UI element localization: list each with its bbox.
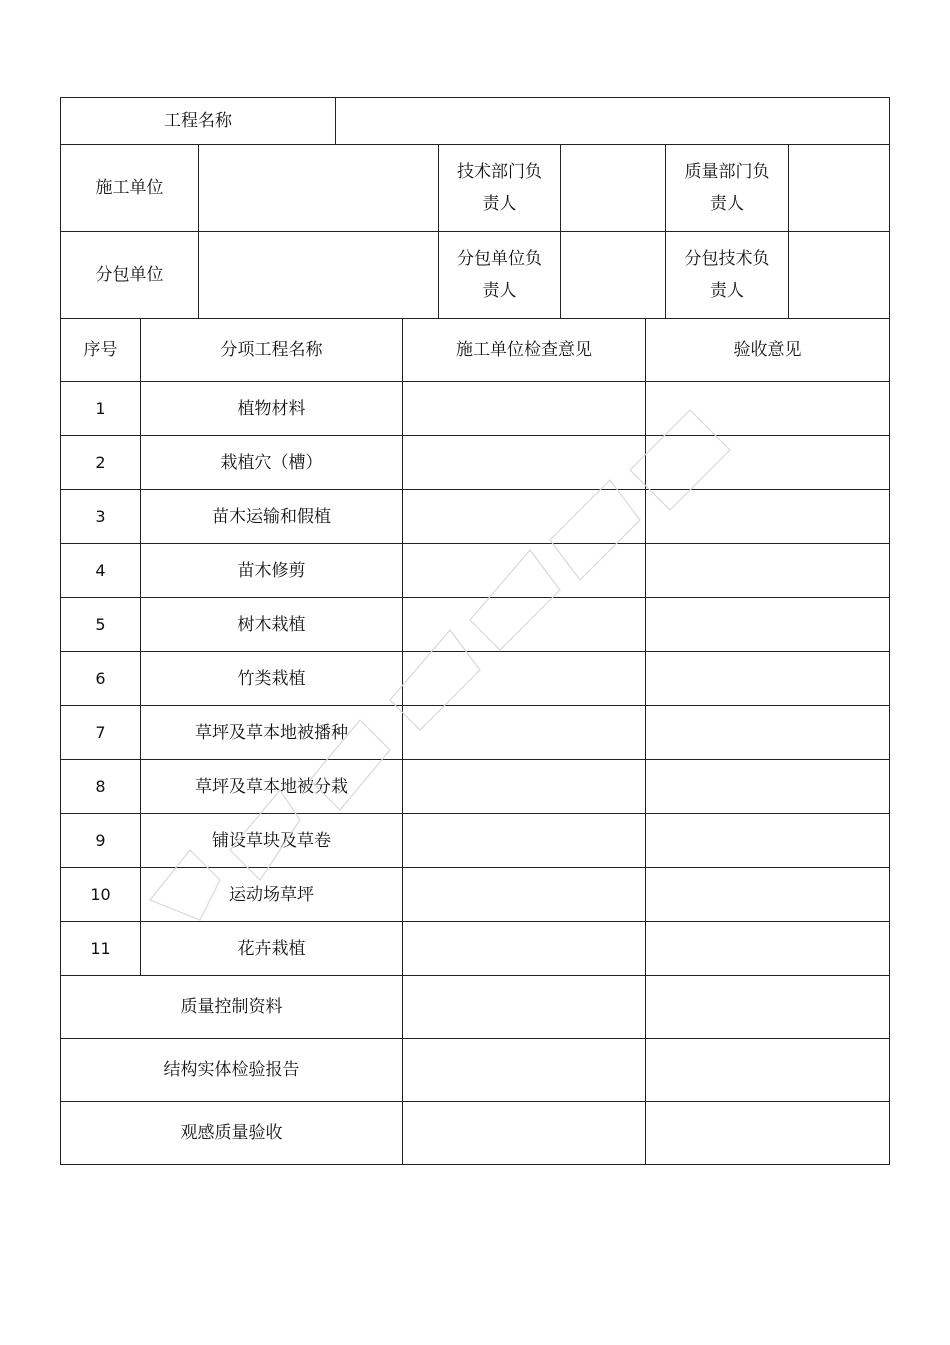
subcontract-unit-row <box>61 232 890 319</box>
footer-check-cell[interactable] <box>403 1102 646 1165</box>
row-name: 花卉栽植 <box>141 922 403 976</box>
table-row <box>61 868 890 922</box>
project-name-row <box>61 98 890 145</box>
row-no: 6 <box>61 652 141 706</box>
row-check-cell[interactable] <box>403 436 646 490</box>
row-check-cell[interactable] <box>403 814 646 868</box>
project-name-table <box>60 97 890 144</box>
quality-dept-head-value[interactable] <box>789 145 890 232</box>
row-no: 8 <box>61 760 141 814</box>
table-row <box>61 382 890 436</box>
row-acceptance-cell[interactable] <box>646 652 890 706</box>
quality-dept-head-text: 质量部门负责人 <box>684 162 770 214</box>
row-check-cell[interactable] <box>403 706 646 760</box>
row-check-cell[interactable] <box>403 922 646 976</box>
row-acceptance-cell[interactable] <box>646 922 890 976</box>
items-table <box>60 318 890 1165</box>
table-row <box>61 922 890 976</box>
col-header-check: 施工单位检查意见 <box>403 319 646 382</box>
row-name: 铺设草块及草卷 <box>141 814 403 868</box>
tech-dept-head-label <box>439 145 561 232</box>
row-check-cell[interactable] <box>403 382 646 436</box>
row-check-cell[interactable] <box>403 490 646 544</box>
row-acceptance-cell[interactable] <box>646 868 890 922</box>
row-acceptance-cell[interactable] <box>646 814 890 868</box>
row-name: 运动场草坪 <box>141 868 403 922</box>
construction-unit-value[interactable] <box>199 145 439 232</box>
row-name: 植物材料 <box>141 382 403 436</box>
footer-acceptance-cell[interactable] <box>646 976 890 1039</box>
table-row <box>61 706 890 760</box>
col-header-no: 序号 <box>61 319 141 382</box>
row-acceptance-cell[interactable] <box>646 490 890 544</box>
row-check-cell[interactable] <box>403 760 646 814</box>
footer-row-name: 结构实体检验报告 <box>61 1039 403 1102</box>
row-no: 5 <box>61 598 141 652</box>
row-check-cell[interactable] <box>403 868 646 922</box>
row-name: 苗木运输和假植 <box>141 490 403 544</box>
row-no: 2 <box>61 436 141 490</box>
tech-dept-head-value[interactable] <box>561 145 666 232</box>
subcontract-unit-value[interactable] <box>199 232 439 319</box>
row-acceptance-cell[interactable] <box>646 382 890 436</box>
table-row <box>61 598 890 652</box>
table-row <box>61 544 890 598</box>
row-acceptance-cell[interactable] <box>646 598 890 652</box>
footer-row-name: 观感质量验收 <box>61 1102 403 1165</box>
row-name: 竹类栽植 <box>141 652 403 706</box>
table-row <box>61 760 890 814</box>
row-name: 草坪及草本地被分栽 <box>141 760 403 814</box>
subcontract-tech-head-text: 分包技术负责人 <box>684 249 770 301</box>
footer-row-name: 质量控制资料 <box>61 976 403 1039</box>
row-no: 9 <box>61 814 141 868</box>
row-no: 10 <box>61 868 141 922</box>
row-acceptance-cell[interactable] <box>646 706 890 760</box>
row-check-cell[interactable] <box>403 652 646 706</box>
construction-unit-row <box>61 145 890 232</box>
footer-row-quality-control <box>61 976 890 1039</box>
footer-acceptance-cell[interactable] <box>646 1102 890 1165</box>
footer-acceptance-cell[interactable] <box>646 1039 890 1102</box>
row-acceptance-cell[interactable] <box>646 544 890 598</box>
row-no: 1 <box>61 382 141 436</box>
table-row <box>61 436 890 490</box>
row-name: 苗木修剪 <box>141 544 403 598</box>
subcontract-unit-label: 分包单位 <box>61 232 199 319</box>
row-check-cell[interactable] <box>403 544 646 598</box>
row-no: 7 <box>61 706 141 760</box>
subcontract-tech-head-value[interactable] <box>789 232 890 319</box>
project-name-value[interactable] <box>336 98 890 145</box>
project-name-label: 工程名称 <box>61 98 336 145</box>
construction-unit-label: 施工单位 <box>61 145 199 232</box>
row-name: 栽植穴（槽） <box>141 436 403 490</box>
quality-dept-head-label <box>666 145 789 232</box>
col-header-acceptance: 验收意见 <box>646 319 890 382</box>
subcontract-tech-head-label <box>666 232 789 319</box>
row-acceptance-cell[interactable] <box>646 760 890 814</box>
footer-row-structure-report <box>61 1039 890 1102</box>
table-row <box>61 490 890 544</box>
row-no: 3 <box>61 490 141 544</box>
subcontract-head-label <box>439 232 561 319</box>
row-name: 草坪及草本地被播种 <box>141 706 403 760</box>
row-check-cell[interactable] <box>403 598 646 652</box>
table-row <box>61 814 890 868</box>
col-header-name: 分项工程名称 <box>141 319 403 382</box>
row-acceptance-cell[interactable] <box>646 436 890 490</box>
subcontract-head-text: 分包单位负责人 <box>457 249 542 301</box>
row-no: 4 <box>61 544 141 598</box>
table-row <box>61 652 890 706</box>
subcontract-head-value[interactable] <box>561 232 666 319</box>
footer-check-cell[interactable] <box>403 976 646 1039</box>
unit-info-table <box>60 144 890 318</box>
row-no: 11 <box>61 922 141 976</box>
acceptance-form <box>60 97 889 1165</box>
footer-row-visual-inspection <box>61 1102 890 1165</box>
items-header-row <box>61 319 890 382</box>
footer-check-cell[interactable] <box>403 1039 646 1102</box>
row-name: 树木栽植 <box>141 598 403 652</box>
tech-dept-head-text: 技术部门负责人 <box>457 162 542 214</box>
